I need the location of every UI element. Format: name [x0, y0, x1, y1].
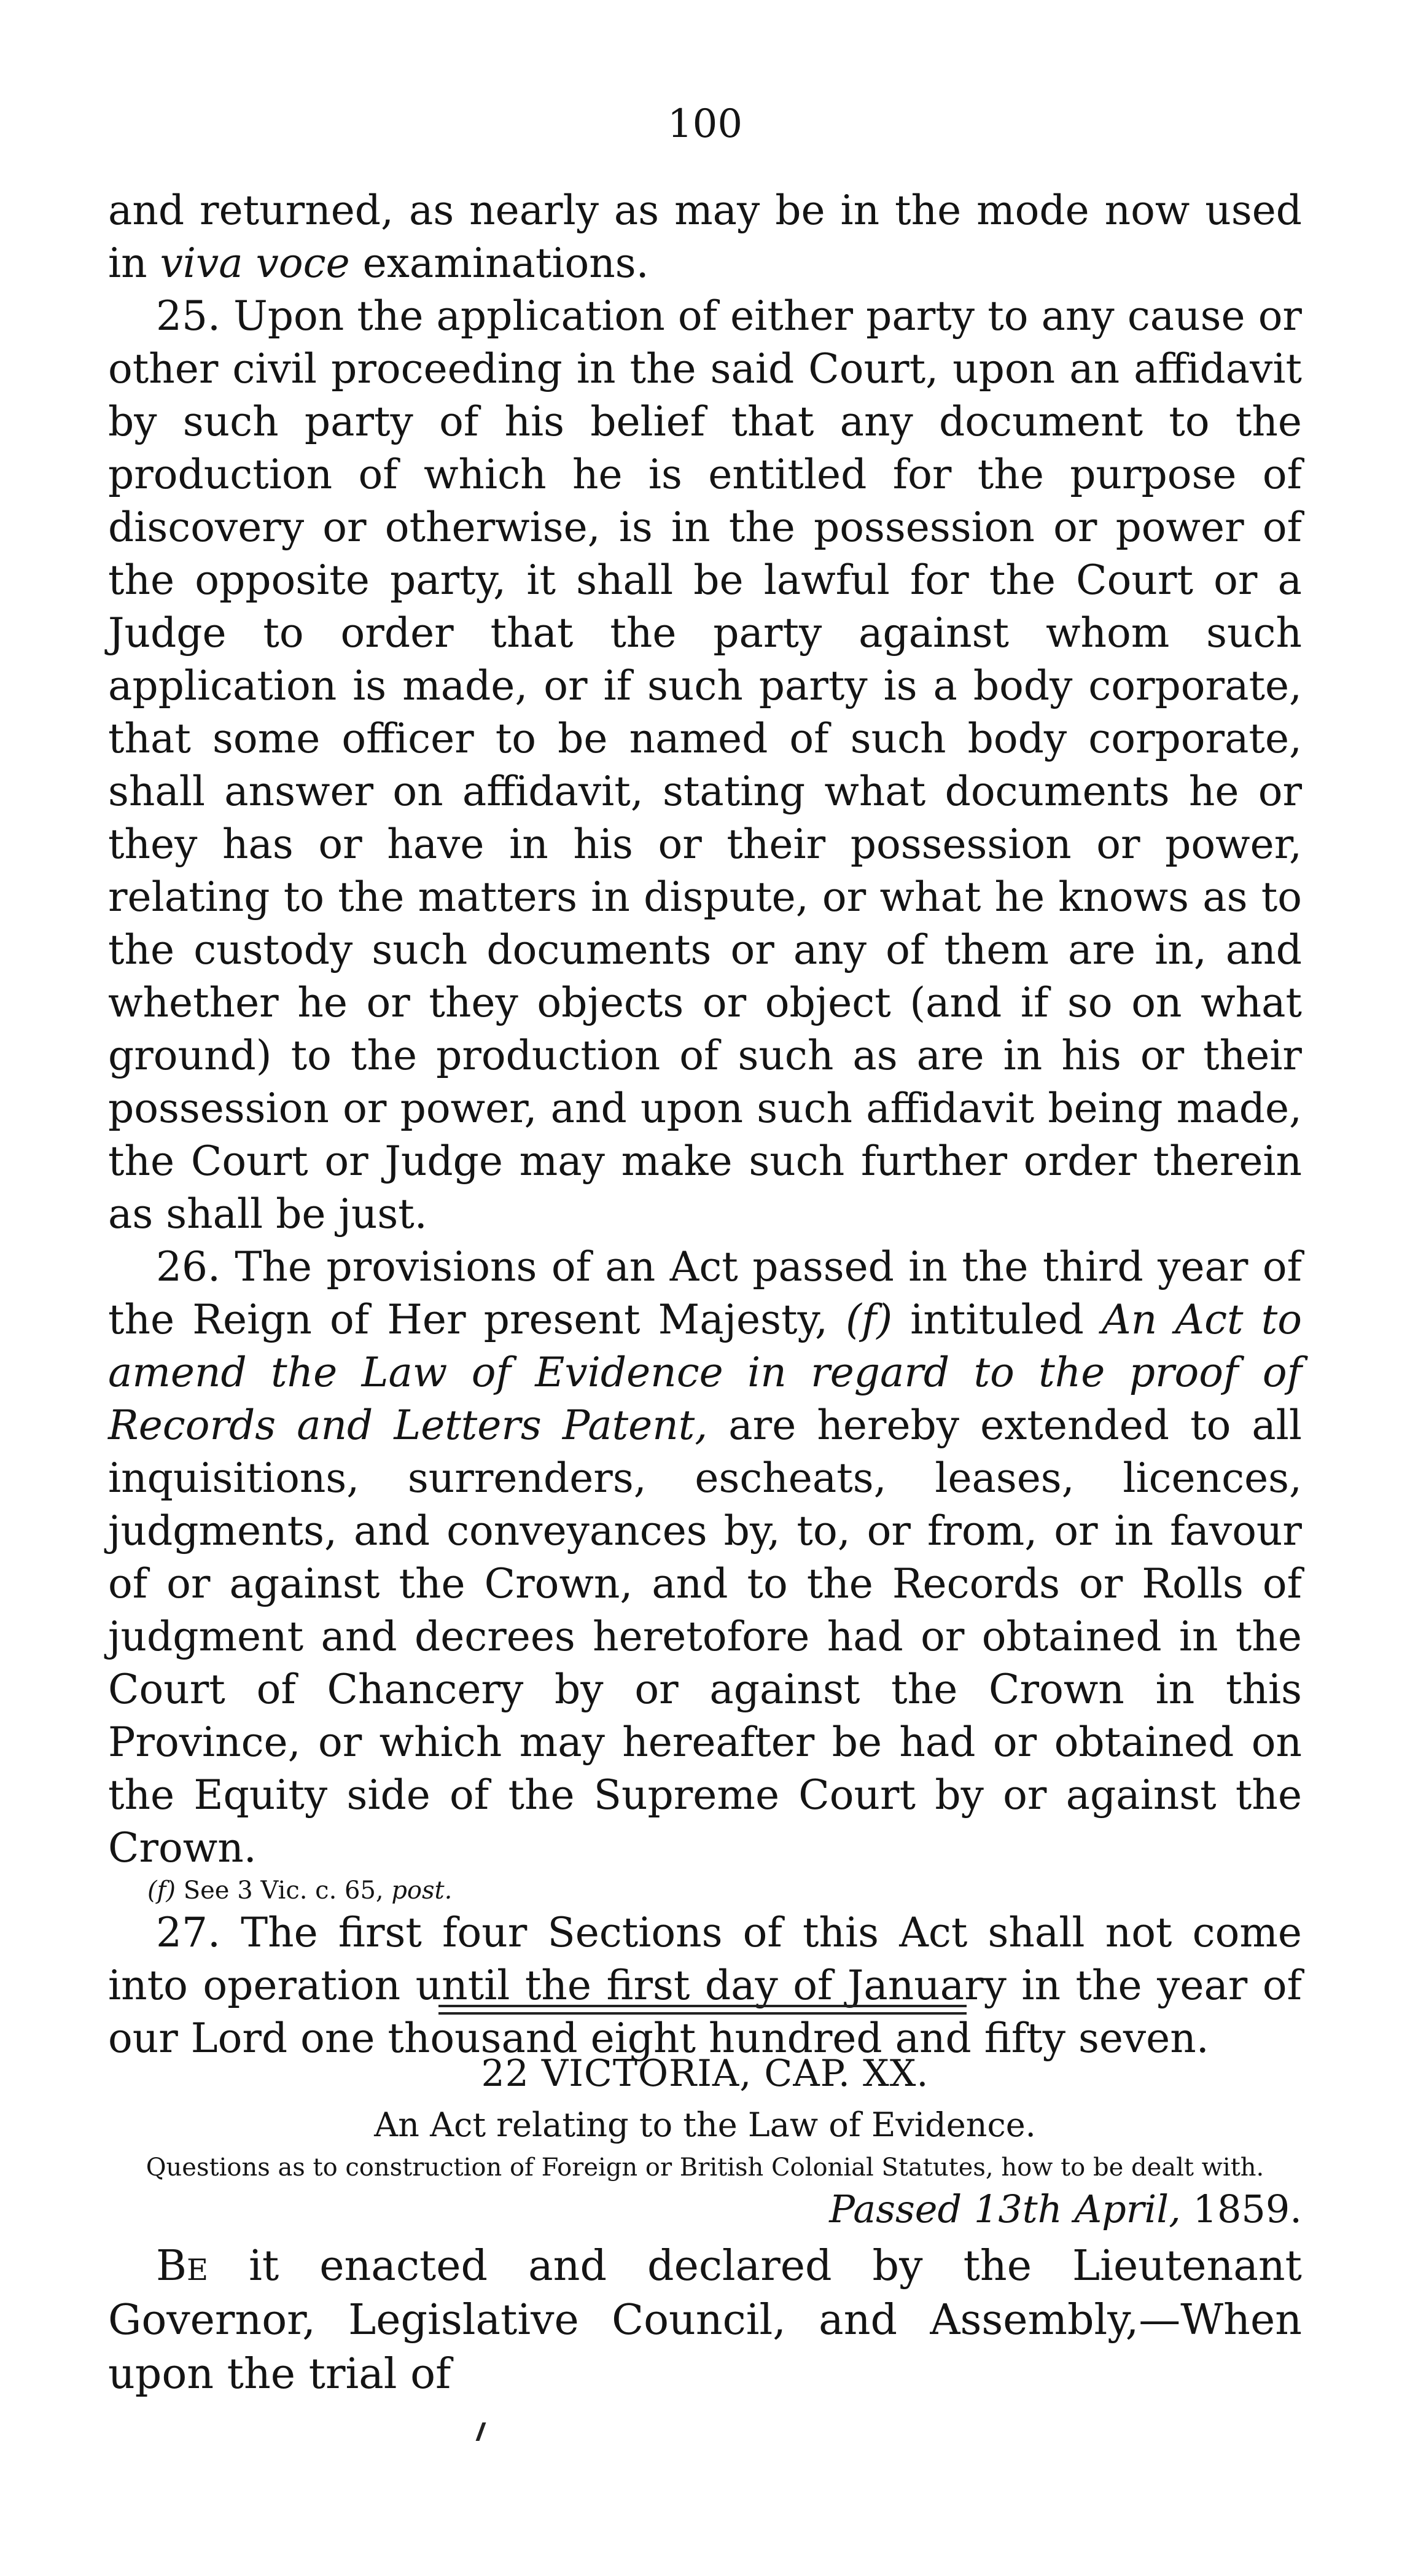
section-26-start: 26. The provisions of an Act passed in the third year of the Reign of Her present Majesty,: [108, 1243, 1302, 1343]
section-27: 27. The first four Sections of this Act shall not come into operation until the first day of January in the year of our Lord one thousand eight hundred and fifty seven.: [108, 1909, 1302, 2062]
continuation-text: and returned, as nearly as may be in the mode now used in: [108, 187, 1302, 287]
passed-year: 1859.: [1180, 2187, 1302, 2231]
section-26-act-title: An Act to amend the Law of Evidence in regard to the proof of Records and Letters Patent,: [108, 1296, 1302, 1449]
stray-ink-mark: [476, 2422, 486, 2441]
footnote: [108, 1875, 1302, 1907]
double-rule-divider: [438, 2005, 967, 2015]
page-number: 100: [667, 101, 743, 147]
section-25: 25. Upon the application of either party to any cause or other civil proceeding in the said Court, upon an affidavit by such party of his belief that any document to the production of which he is entitled for the purpose of discovery or otherwise, is in the possession or power of the opposite party, it shall be lawful for the Court or a Judge to order that the party against whom such application is made, or if such party is a body corporate, that some officer to be named of such body corporate, shall answer on affidavit, stating what documents he or they has or have in his or their possession or power, relating to the matters in dispute, or what he knows as to the custody such documents or any of them are in, and whether he or they objects or object (and if so on what ground) to the production of such as are in his or their possession or power, and upon such affidavit being made, the Court or Judge may make such further order therein as shall be just.: [108, 292, 1302, 1238]
enacting-first-word: Be: [156, 2242, 209, 2290]
new-act: [108, 2045, 1302, 2402]
section-26-footnote-ref: (f): [846, 1296, 893, 1343]
rule-top: [438, 2005, 967, 2007]
continuation-paragraph: [108, 184, 1302, 290]
statute-body: [108, 184, 1302, 2065]
footnote-text: See 3 Vic. c. 65,: [176, 1876, 392, 1905]
footnote-marker: (f): [147, 1876, 176, 1905]
act-heading: 22 VICTORIA, CAP. XX.: [481, 2052, 929, 2095]
footnote-italic: post.: [391, 1876, 453, 1905]
passed-date: [108, 2184, 1302, 2234]
enacting-clause: [108, 2239, 1302, 2402]
section-26-mid: intituled: [892, 1296, 1102, 1343]
passed-label: Passed 13th April,: [829, 2187, 1181, 2231]
continuation-italic: viva voce: [160, 240, 350, 287]
section-26: [108, 1241, 1302, 1875]
enacting-text: it enacted and declared by the Lieutenant Governor, Legislative Council, and Assembly,—When upon the trial of: [108, 2242, 1302, 2398]
continuation-end: examinations.: [349, 240, 649, 287]
act-title: An Act relating to the Law of Evidence.: [374, 2106, 1036, 2144]
section-26-end: are hereby extended to all inquisitions, surrenders, escheats, leases, licences, judgments, and conveyances by, to, or from, or in favour of or against the Crown, and to the Records or Rolls of judgment and decrees heretofore had or obtained in the Court of Chancery by or against the Crown in this Province, or which may hereafter be had or obtained on the Equity side of the Supreme Court by or against the Crown.: [108, 1402, 1302, 1872]
rule-bottom: [438, 2012, 967, 2015]
marginal-note: Questions as to construction of Foreign or British Colonial Statutes, how to be dealt with.: [146, 2153, 1264, 2182]
